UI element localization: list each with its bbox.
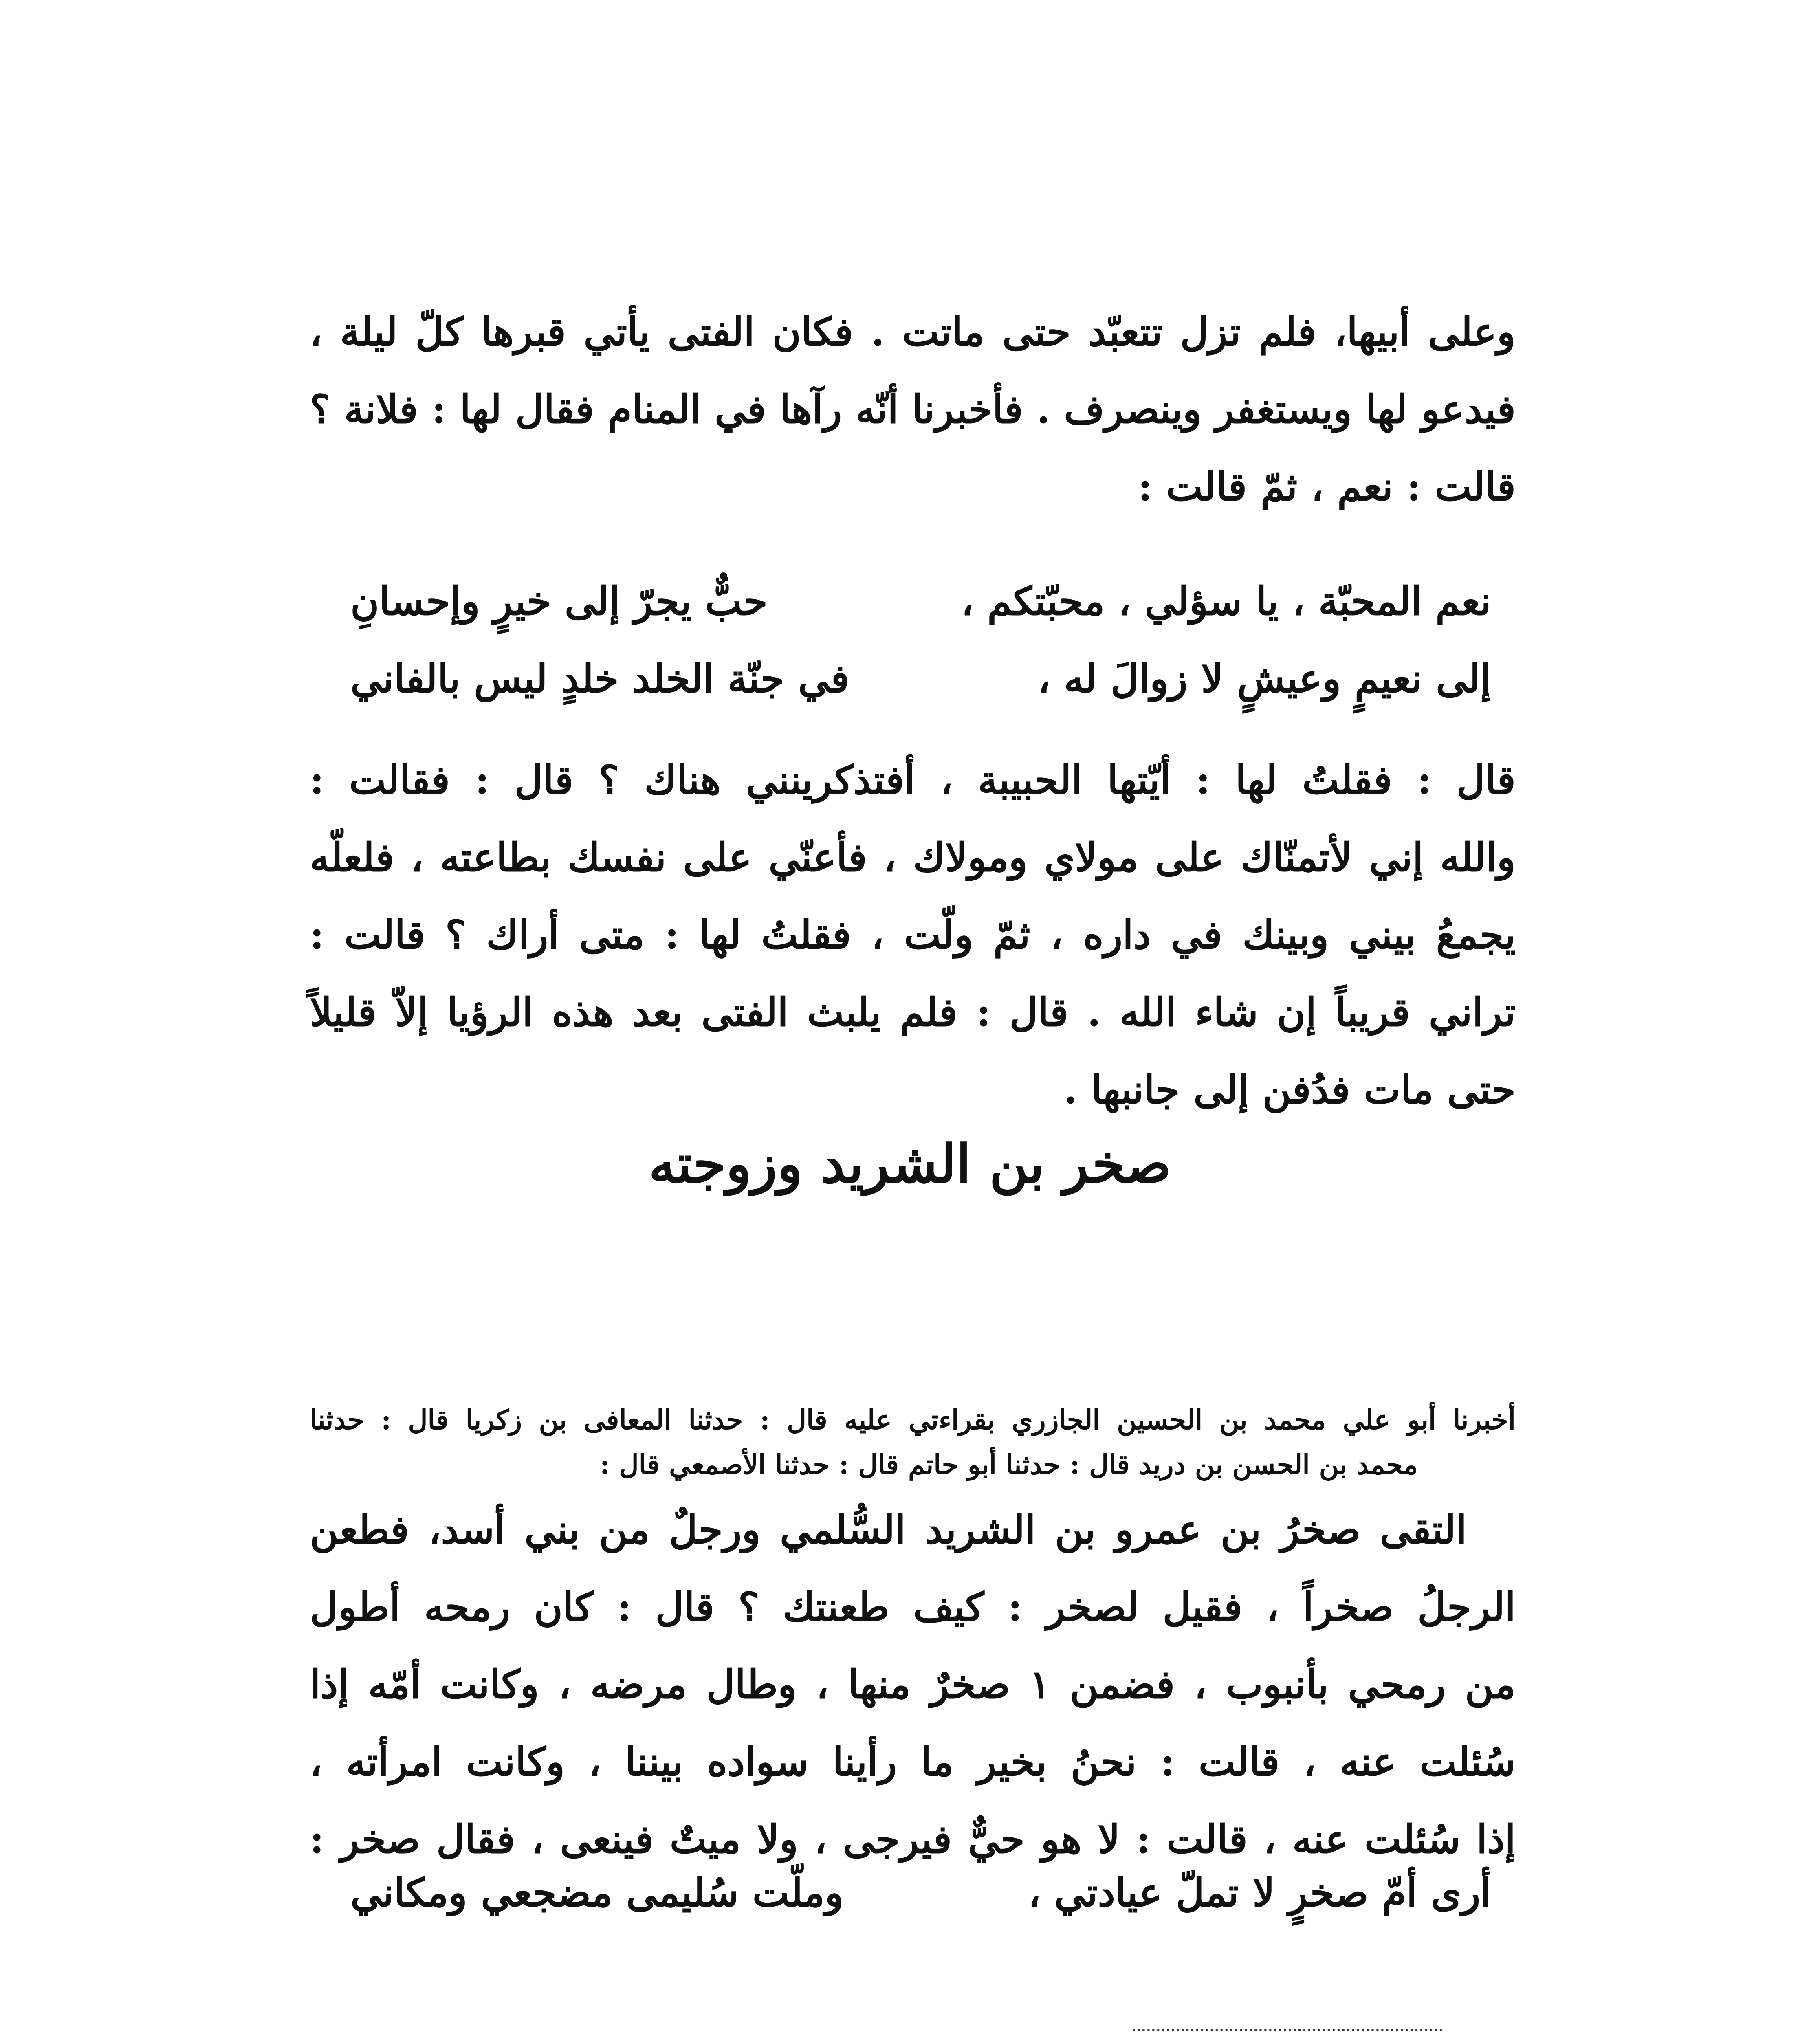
- top-paragraph: [310, 293, 1516, 526]
- footnote-divider: [1133, 2029, 1442, 2031]
- text-line: الرجلُ صخراً ، فقيل لصخر : كيف طعنتك ؟ قال : كان رمحه أطول: [310, 1584, 1516, 1630]
- text-line: سُئلت عنه ، قالت : نحنُ بخير ما رأينا سواده بيننا ، وكانت امرأته ،: [310, 1739, 1516, 1785]
- isnad-chain: [310, 1397, 1516, 1487]
- text-line: حتى مات فدُفن إلى جانبها .: [1064, 1067, 1516, 1113]
- section-title: صخر بن الشريد وزوجته: [649, 1133, 1171, 1195]
- verse-second-hemistich: حبٌّ يجرّ إلى خيرٍ وإحسانِ: [350, 578, 768, 624]
- verse-second-hemistich: وملّت سُليمى مضجعي ومكاني: [350, 1869, 844, 1916]
- text-line: التقى صخرُ بن عمرو بن الشريد السُّلمي ورجلٌ من بني أسد، فطعن: [310, 1507, 1467, 1553]
- isnad-line: أخبرنا أبو علي محمد بن الحسين الجازري بقراءتي عليه قال : حدثنا المعافى بن زكريا قال : حدثنا: [310, 1404, 1516, 1436]
- verse-second-hemistich: في جنّة الخلد خلدٍ ليس بالفاني: [350, 655, 849, 702]
- verse-line-2: [350, 640, 1491, 717]
- middle-paragraph: [310, 741, 1516, 1128]
- text-line: إذا سُئلت عنه ، قالت : لا هو حيٌّ فيرجى ، ولا ميتٌ فينعى ، فقال صخر :: [310, 1816, 1516, 1862]
- text-line: فيدعو لها ويستغفر وينصرف . فأخبرنا أنّه رآها في المنام فقال لها : فلانة ؟: [310, 386, 1516, 432]
- verse-line-1: [350, 562, 1491, 640]
- verse-line-3: [350, 1854, 1491, 1931]
- verse-first-hemistich: نعم المحبّة ، يا سؤلي ، محبّتكم ،: [961, 578, 1491, 624]
- text-line: تراني قريباً إن شاء الله . قال : فلم يلبث الفتى بعد هذه الرؤيا إلاّ قليلاً: [310, 989, 1516, 1035]
- text-line: من رمحي بأنبوب ، فضمن ١ صخرٌ منها ، وطال مرضه ، وكانت أمّه إذا: [310, 1661, 1516, 1707]
- text-line: والله إني لأتمنّاك على مولاي ومولاك ، فأعنّي على نفسك بطاعته ، فلعلّه: [310, 834, 1516, 880]
- verse-first-hemistich: إلى نعيمٍ وعيشٍ لا زوالَ له ،: [1038, 655, 1491, 702]
- story-paragraph: [310, 1491, 1516, 1878]
- verse-first-hemistich: أرى أمّ صخرٍ لا تملّ عيادتي ،: [1028, 1869, 1491, 1916]
- text-line: قال : فقلتُ لها : أيّتها الحبيبة ، أفتذكرينني هناك ؟ قال : فقالت :: [310, 757, 1516, 803]
- isnad-line: محمد بن الحسن بن دريد قال : حدثنا أبو حاتم قال : حدثنا الأصمعي قال :: [600, 1449, 1418, 1480]
- text-line: قالت : نعم ، ثمّ قالت :: [1138, 464, 1516, 510]
- text-line: يجمعُ بيني وبينك في داره ، ثمّ ولّت ، فقلتُ لها : متى أراك ؟ قالت :: [310, 912, 1516, 958]
- text-line: وعلى أبيها، فلم تزل تتعبّد حتى ماتت . فكان الفتى يأتي قبرها كلّ ليلة ،: [310, 309, 1516, 355]
